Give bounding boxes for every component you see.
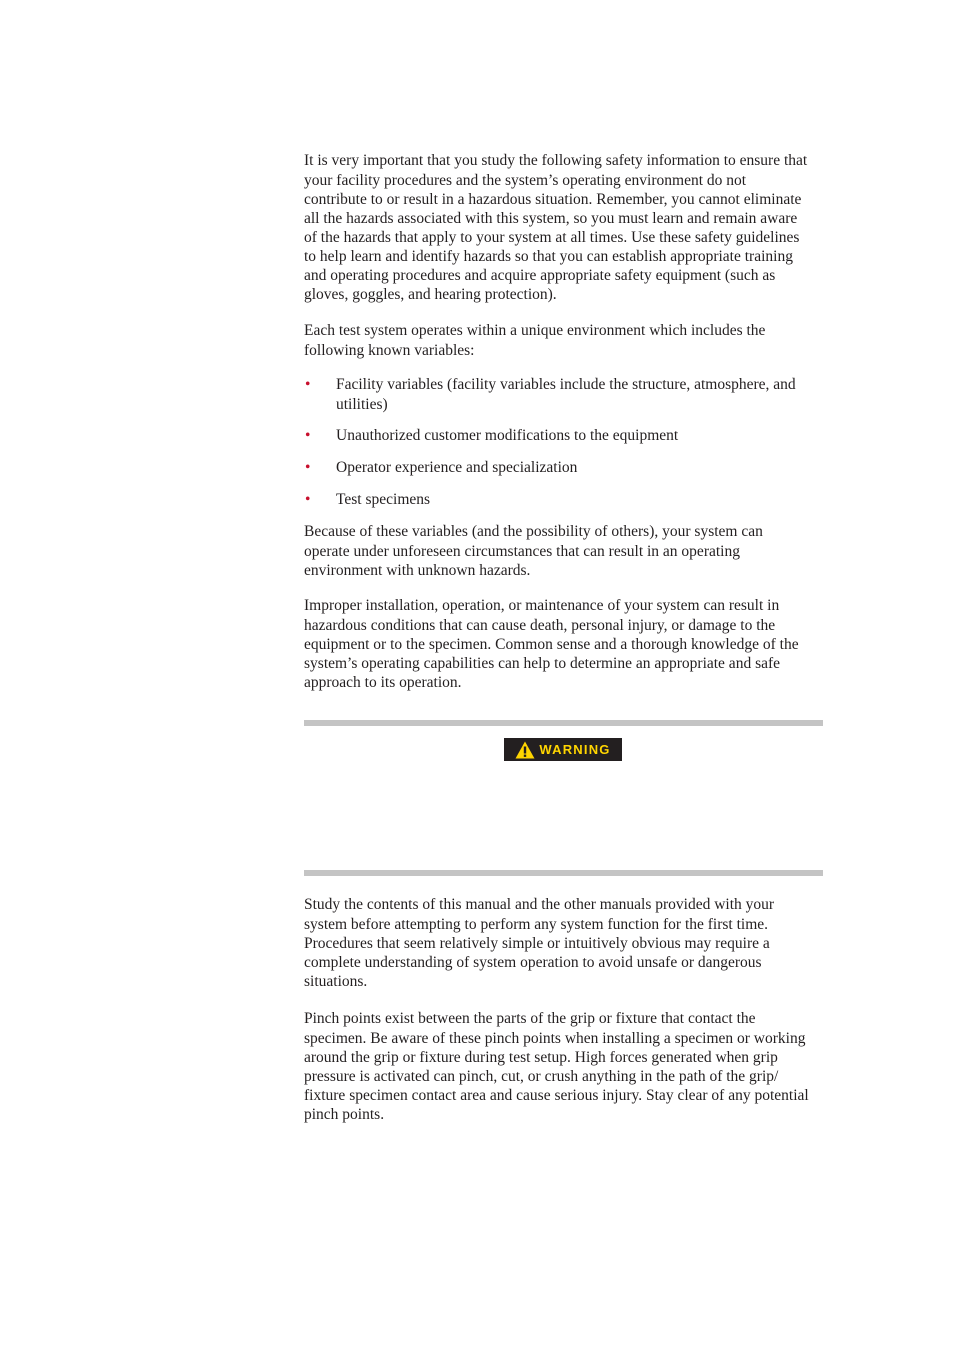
text-line: Pinch points exist between the parts of the grip or fixture that contact the bbox=[304, 1010, 756, 1028]
text-line: hazardous conditions that can cause death, personal injury, or damage to the bbox=[304, 616, 776, 634]
text-line: fixture specimen contact area and cause serious injury. Stay clear of any potential bbox=[304, 1086, 809, 1104]
text-line: contribute to or result in a hazardous situation. Remember, you cannot eliminate bbox=[304, 190, 802, 208]
text-line: Because of these variables (and the possibility of others), your system can bbox=[304, 523, 763, 541]
improper-use-paragraph bbox=[304, 596, 834, 692]
text-line: of the hazards that apply to your system at all times. Use these safety guidelines bbox=[304, 228, 800, 246]
safety-intro-paragraph bbox=[304, 151, 834, 304]
list-item-text bbox=[336, 375, 796, 413]
warning-label: WARNING bbox=[539, 742, 611, 757]
list-item-text bbox=[336, 490, 430, 509]
text-line: complete understanding of system operation to avoid unsafe or dangerous bbox=[304, 953, 762, 971]
text-line: utilities) bbox=[336, 395, 388, 413]
bullet-icon: • bbox=[305, 376, 311, 394]
warning-badge bbox=[504, 738, 622, 761]
text-line: to help learn and identify hazards so that you can establish appropriate training bbox=[304, 248, 793, 266]
text-line: Improper installation, operation, or maintenance of your system can result in bbox=[304, 597, 780, 615]
text-line: your facility procedures and the system’s operating environment do not bbox=[304, 171, 747, 189]
text-line: specimen. Be aware of these pinch points when installing a specimen or working bbox=[304, 1029, 806, 1047]
text-line: around the grip or fixture during test setup. High forces generated when grip bbox=[304, 1048, 778, 1066]
text-line: environment with unknown hazards. bbox=[304, 561, 531, 579]
variables-note-paragraph bbox=[304, 522, 834, 579]
text-line: approach to its operation. bbox=[304, 673, 462, 691]
pinch-points-paragraph bbox=[304, 1009, 834, 1124]
text-line: system before attempting to perform any system function for the first time. bbox=[304, 915, 769, 933]
warning-triangle-icon bbox=[515, 741, 535, 759]
bullet-icon: • bbox=[305, 459, 311, 477]
bullet-icon: • bbox=[305, 427, 311, 445]
text-line: operate under unforeseen circumstances that can result in an operating bbox=[304, 542, 740, 560]
study-manual-paragraph bbox=[304, 895, 834, 991]
text-line: equipment or to the specimen. Common sense and a thorough knowledge of the bbox=[304, 635, 799, 653]
text-line: Test specimens bbox=[336, 491, 431, 509]
variables-intro-paragraph bbox=[304, 321, 834, 359]
text-line: Facility variables (facility variables include the structure, atmosphere, and bbox=[336, 376, 796, 394]
text-line: pressure is activated can pinch, cut, or crush anything in the path of the grip/ bbox=[304, 1067, 779, 1085]
text-line: system’s operating capabilities can help to determine an appropriate and safe bbox=[304, 654, 781, 672]
text-line: pinch points. bbox=[304, 1106, 385, 1124]
list-item-text bbox=[336, 426, 678, 445]
text-line: gloves, goggles, and hearing protection). bbox=[304, 286, 557, 304]
warning-top-rule bbox=[304, 720, 823, 726]
text-line: and operating procedures and acquire appropriate safety equipment (such as bbox=[304, 267, 776, 285]
list-item-text bbox=[336, 458, 577, 477]
text-line: Operator experience and specialization bbox=[336, 459, 578, 477]
text-line: It is very important that you study the following safety information to ensure that bbox=[304, 152, 808, 170]
warning-bottom-rule bbox=[304, 870, 823, 876]
bullet-icon: • bbox=[305, 491, 311, 509]
text-line: Study the contents of this manual and the other manuals provided with your bbox=[304, 896, 775, 914]
text-line: situations. bbox=[304, 972, 368, 990]
text-line: all the hazards associated with this system, so you must learn and remain aware bbox=[304, 209, 798, 227]
text-line: Each test system operates within a unique environment which includes the bbox=[304, 322, 766, 340]
text-line: Unauthorized customer modifications to the equipment bbox=[336, 427, 679, 445]
text-line: Procedures that seem relatively simple or intuitively obvious may require a bbox=[304, 934, 770, 952]
text-line: following known variables: bbox=[304, 341, 475, 359]
